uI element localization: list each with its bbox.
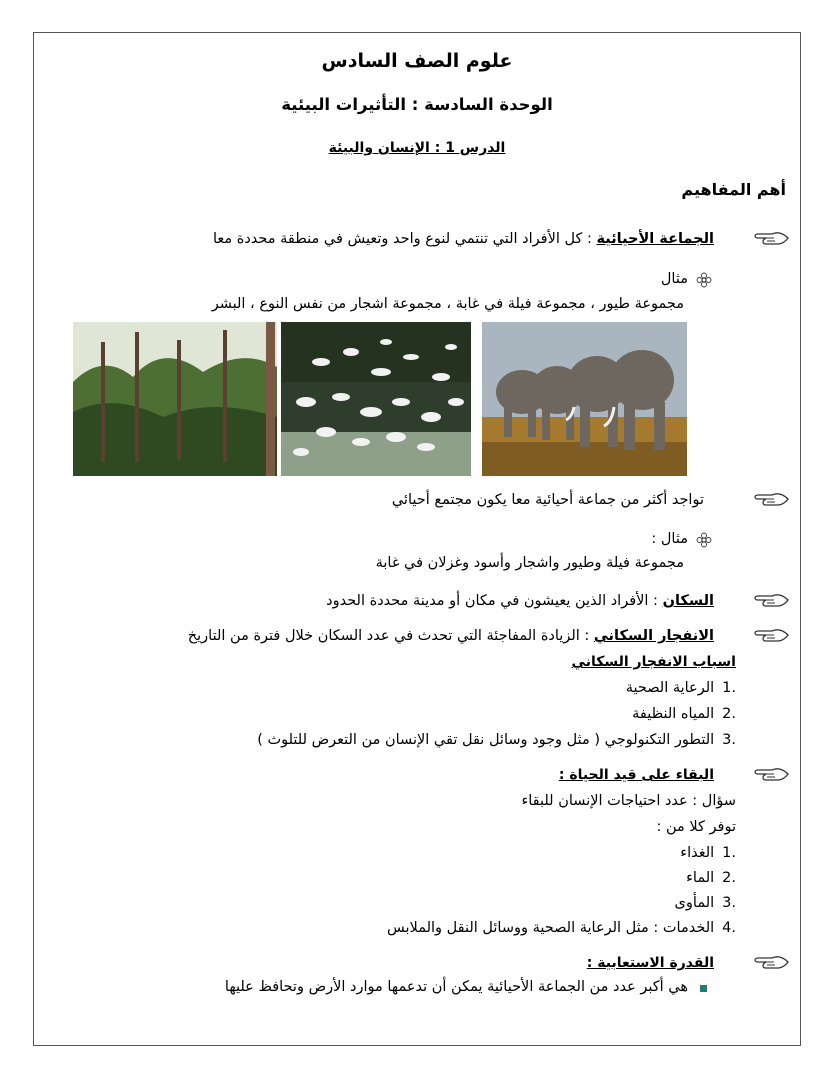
need-text: المأوى — [674, 895, 715, 911]
pointing-hand-icon — [748, 764, 790, 784]
cause-item — [626, 680, 736, 696]
need-item — [387, 920, 736, 936]
need-number: 4. — [722, 920, 736, 936]
unit-title: الوحدة السادسة : التأثيرات البيئية — [281, 95, 553, 114]
explosion-causes-heading: اسباب الانفجار السكاني — [571, 654, 736, 670]
population-term: الجماعة الأحيائية — [596, 231, 714, 247]
pointing-hand-icon — [748, 625, 790, 645]
explosion-line — [188, 628, 714, 644]
pointing-hand-icon — [748, 489, 790, 509]
need-item — [686, 870, 736, 886]
need-number: 1. — [722, 845, 736, 861]
cause-number: 2. — [722, 706, 736, 722]
cause-number: 1. — [722, 680, 736, 696]
elephants-photo — [482, 322, 687, 476]
need-number: 2. — [722, 870, 736, 886]
need-item — [675, 895, 736, 911]
need-text: الخدمات : مثل الرعاية الصحية ووسائل النقل والملابس — [387, 920, 715, 936]
concepts-heading: أهم المفاهيم — [681, 180, 786, 199]
square-bullet-icon — [700, 985, 707, 992]
cause-text: المياه النظيفة — [632, 706, 715, 722]
survival-heading: البقاء على قيد الحياة : — [558, 767, 714, 783]
survival-question: سؤال : عدد احتياجات الإنسان للبقاء — [521, 793, 736, 809]
cause-item — [257, 732, 736, 748]
pointing-hand-icon — [748, 952, 790, 972]
residents-term: السكان — [662, 593, 714, 609]
community-example-label: مثال : — [651, 531, 688, 547]
residents-line — [326, 593, 714, 609]
birds-photo — [281, 322, 471, 476]
explosion-definition: : الزيادة المفاجئة التي تحدث في عدد السكان خلال فترة من التاريخ — [187, 628, 590, 644]
population-example-text: مجموعة طيور ، مجموعة فيلة في غابة ، مجموعة اشجار من نفس النوع ، البشر — [211, 296, 684, 312]
pointing-hand-icon — [748, 590, 790, 610]
forest-photo — [73, 322, 277, 476]
community-text: تواجد أكثر من جماعة أحيائية معا يكون مجتمع أحيائي — [391, 492, 704, 508]
pointing-hand-icon — [748, 228, 790, 248]
flower-bullet-icon — [696, 272, 712, 288]
community-example-text: مجموعة فيلة وطيور واشجار وأسود وغزلان في غابة — [375, 555, 684, 571]
residents-definition: : الأفراد الذين يعيشون في مكان أو مدينة محددة الحدود — [326, 593, 658, 609]
capacity-text: هي أكبر عدد من الجماعة الأحيائية يمكن أن تدعمها موارد الأرض وتحافظ عليها — [224, 979, 688, 995]
need-text: الغذاء — [680, 845, 715, 861]
cause-number: 3. — [722, 732, 736, 748]
need-item — [680, 845, 736, 861]
capacity-heading: القدرة الاستعابية : — [586, 955, 714, 971]
survival-intro: توفر كلا من : — [656, 819, 736, 835]
explosion-term: الانفجار السكاني — [593, 628, 714, 644]
need-text: الماء — [686, 870, 715, 886]
flower-bullet-icon — [696, 532, 712, 548]
page-title: علوم الصف السادس — [321, 50, 513, 72]
cause-item — [632, 706, 736, 722]
lesson-title: الدرس 1 : الإنسان والبيئة — [328, 140, 506, 156]
population-definition: : كل الأفراد التي تنتمي لنوع واحد وتعيش في منطقة محددة معا — [212, 231, 592, 247]
need-number: 3. — [722, 895, 736, 911]
population-example-label: مثال — [660, 271, 688, 287]
cause-text: التطور التكنولوجي ( مثل وجود وسائل نقل تقي الإنسان من التعرض للتلوث ) — [257, 732, 715, 748]
population-line — [213, 231, 714, 247]
cause-text: الرعاية الصحية — [625, 680, 715, 696]
